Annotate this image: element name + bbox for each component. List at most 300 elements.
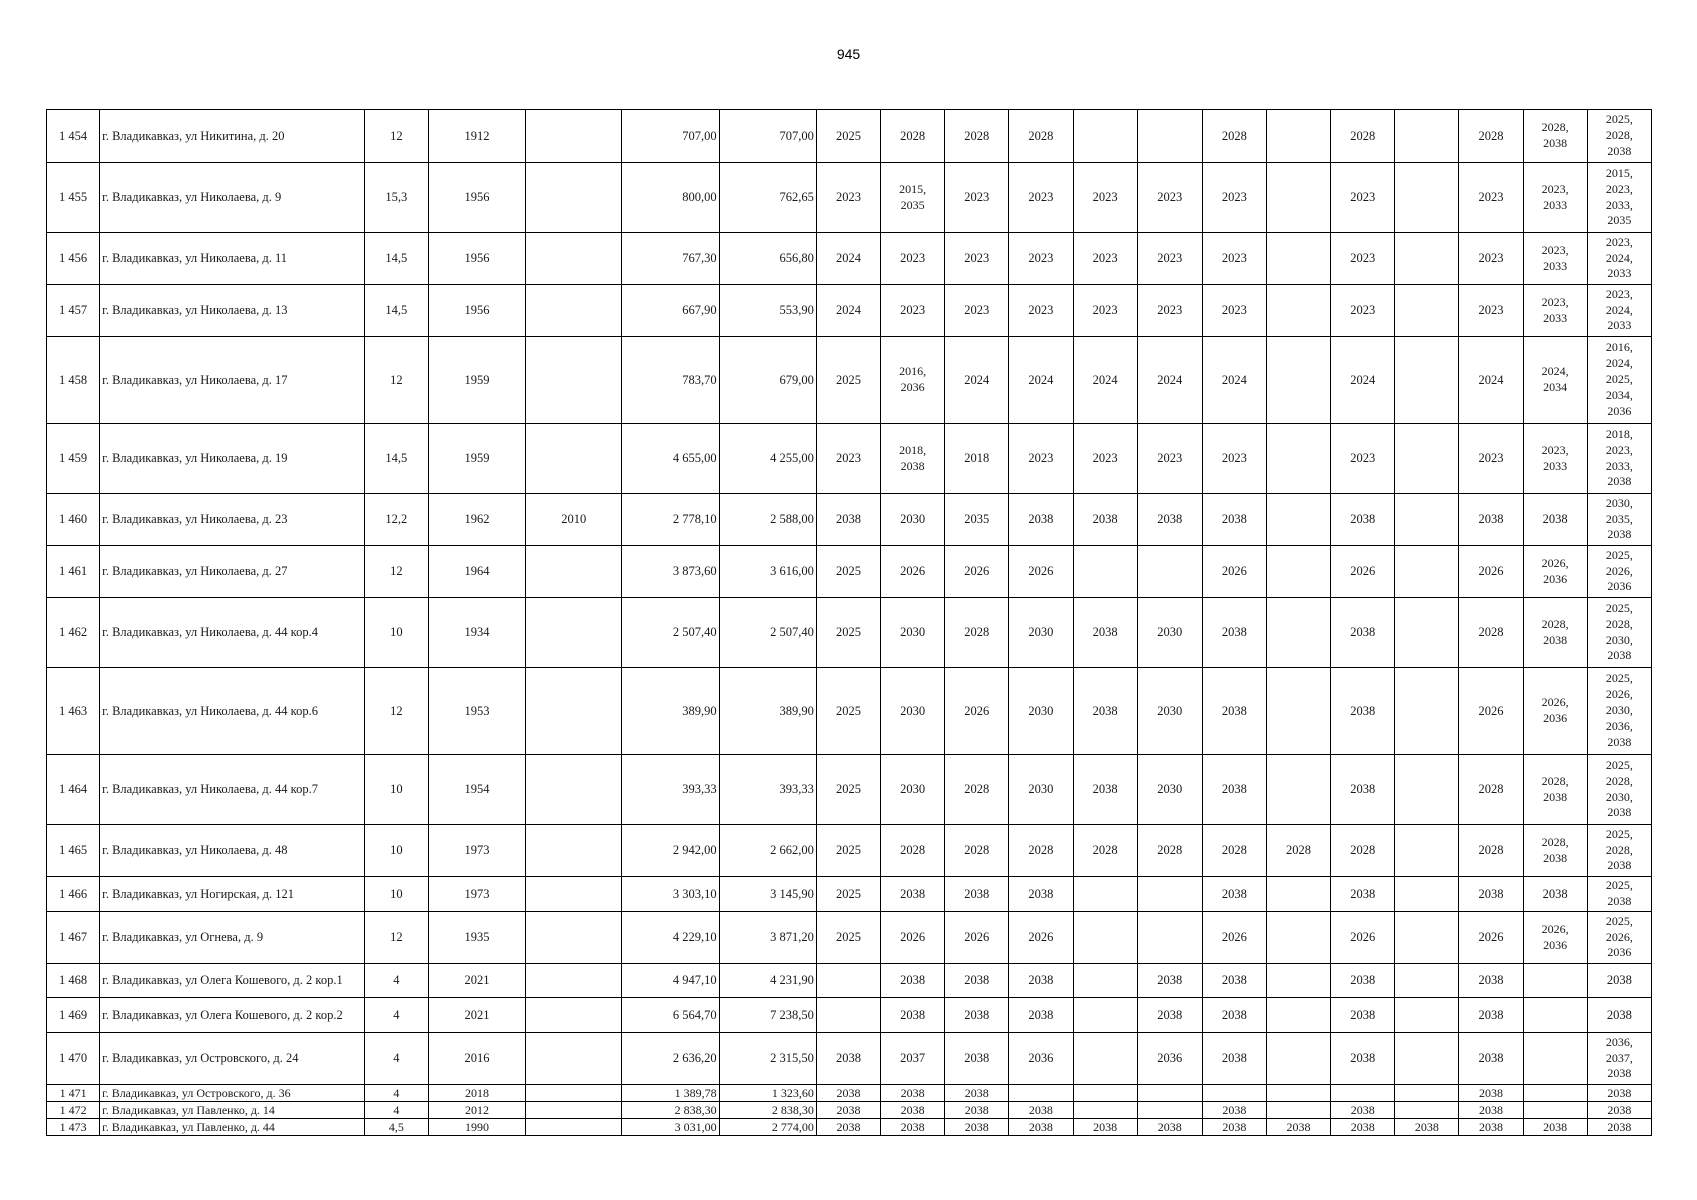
page-number: 945 [836,46,861,62]
area-living-cell: 2 662,00 [719,825,816,877]
repair-year-cell: 2023 [1137,163,1202,233]
year-built-cell: 1934 [428,598,525,668]
repair-year-cell: 2038 [816,1119,880,1136]
repair-year-cell: 2023, 2024, 2033 [1587,233,1651,285]
repair-year-cell: 2038 [881,1102,945,1119]
repair-year-cell: 2023 [816,163,880,233]
area-total-cell: 2 778,10 [622,494,719,546]
repair-year-cell: 2038 [1073,494,1137,546]
address-cell: г. Владикавказ, ул Островского, д. 36 [100,1085,365,1102]
repair-year-cell: 2024 [945,337,1009,424]
repair-year-cell: 2038 [945,998,1009,1033]
repair-year-cell: 2038 [1009,964,1073,998]
repair-year-cell: 2038 [1523,877,1587,912]
year-renovated-cell [526,337,622,424]
repair-year-cell [1009,1085,1073,1102]
repair-year-cell: 2023 [1202,163,1266,233]
area-total-cell: 4 229,10 [622,912,719,964]
repair-year-cell: 2038 [1202,964,1266,998]
repair-year-cell: 2023 [1331,424,1395,494]
repair-year-cell: 2036 [1137,1033,1202,1085]
repair-year-cell: 2026 [881,546,945,598]
floors-cell: 14,5 [364,424,428,494]
repair-year-cell: 2023 [1137,285,1202,337]
area-total-cell: 707,00 [622,110,719,163]
repair-year-cell: 2025 [816,337,880,424]
repair-year-cell: 2023 [816,424,880,494]
address-cell: г. Владикавказ, ул Николаева, д. 19 [100,424,365,494]
repair-year-cell: 2023 [1009,233,1073,285]
year-built-cell: 1956 [428,163,525,233]
repair-year-cell [1395,998,1459,1033]
repair-year-cell: 2026 [945,546,1009,598]
year-renovated-cell [526,912,622,964]
repair-year-cell: 2028 [1459,825,1523,877]
row-number: 1 473 [47,1119,100,1136]
repair-year-cell: 2038 [1331,1119,1395,1136]
address-cell: г. Владикавказ, ул Островского, д. 24 [100,1033,365,1085]
year-built-cell: 1973 [428,877,525,912]
repair-year-cell: 2026 [945,912,1009,964]
year-renovated-cell [526,1085,622,1102]
repair-year-cell [1395,668,1459,755]
repair-year-cell: 2025, 2028, 2038 [1587,825,1651,877]
repair-year-cell: 2016, 2024, 2025, 2034, 2036 [1587,337,1651,424]
repair-year-cell: 2023 [945,233,1009,285]
repair-year-cell [1395,825,1459,877]
row-number: 1 462 [47,598,100,668]
repair-year-cell: 2023, 2033 [1523,233,1587,285]
year-renovated-cell [526,546,622,598]
repair-year-cell [1073,998,1137,1033]
repair-year-cell: 2038 [1202,668,1266,755]
repair-year-cell: 2024 [1009,337,1073,424]
floors-cell: 15,3 [364,163,428,233]
repair-year-cell: 2025 [816,755,880,825]
repair-year-cell: 2023 [881,233,945,285]
repair-year-cell: 2030 [881,494,945,546]
table-row [47,877,1652,912]
area-living-cell: 2 838,30 [719,1102,816,1119]
repair-year-cell: 2023, 2033 [1523,163,1587,233]
repair-year-cell: 2026 [945,668,1009,755]
area-living-cell: 2 315,50 [719,1033,816,1085]
repair-year-cell: 2028, 2038 [1523,755,1587,825]
repair-year-cell: 2026 [1459,546,1523,598]
repair-year-cell: 2023 [1137,424,1202,494]
repair-year-cell: 2025, 2038 [1587,877,1651,912]
repair-year-cell: 2026 [1202,912,1266,964]
address-cell: г. Владикавказ, ул Николаева, д. 27 [100,546,365,598]
area-total-cell: 389,90 [622,668,719,755]
repair-year-cell: 2025, 2026, 2030, 2036, 2038 [1587,668,1651,755]
repair-year-cell: 2023 [1009,424,1073,494]
floors-cell: 14,5 [364,233,428,285]
table-row [47,1033,1652,1085]
repair-year-cell: 2028 [945,825,1009,877]
row-number: 1 469 [47,998,100,1033]
address-cell: г. Владикавказ, ул Николаева, д. 44 кор.7 [100,755,365,825]
repair-year-cell: 2026 [1202,546,1266,598]
repair-year-cell: 2026 [1331,546,1395,598]
repair-year-cell: 2036 [1009,1033,1073,1085]
repair-year-cell: 2030 [1137,755,1202,825]
repair-year-cell: 2038 [1587,964,1651,998]
repair-year-cell [1202,1085,1266,1102]
table-row [47,998,1652,1033]
floors-cell: 14,5 [364,285,428,337]
year-built-cell: 1973 [428,825,525,877]
repair-year-cell: 2038 [1009,1119,1073,1136]
year-renovated-cell [526,285,622,337]
repair-year-cell: 2038 [1459,1102,1523,1119]
row-number: 1 461 [47,546,100,598]
repair-year-cell: 2026, 2036 [1523,912,1587,964]
repair-year-cell [1395,285,1459,337]
row-number: 1 467 [47,912,100,964]
repair-year-cell: 2038 [945,1119,1009,1136]
table-row [47,110,1652,163]
area-total-cell: 4 655,00 [622,424,719,494]
repair-year-cell [1523,998,1587,1033]
repair-year-cell: 2023 [1459,285,1523,337]
repair-year-cell: 2018, 2023, 2033, 2038 [1587,424,1651,494]
floors-cell: 4 [364,1102,428,1119]
repair-year-cell: 2038 [1202,998,1266,1033]
repair-year-cell [1395,163,1459,233]
area-total-cell: 2 507,40 [622,598,719,668]
repair-year-cell: 2038 [1331,494,1395,546]
address-cell: г. Владикавказ, ул Олега Кошевого, д. 2 кор.1 [100,964,365,998]
address-cell: г. Владикавказ, ул Олега Кошевого, д. 2 кор.2 [100,998,365,1033]
repair-year-cell [1395,755,1459,825]
year-built-cell: 1956 [428,285,525,337]
row-number: 1 463 [47,668,100,755]
repair-year-cell: 2026, 2036 [1523,668,1587,755]
repair-year-cell: 2038 [1009,1102,1073,1119]
year-renovated-cell [526,755,622,825]
table-row [47,546,1652,598]
repair-year-cell: 2023, 2033 [1523,285,1587,337]
year-built-cell: 1953 [428,668,525,755]
year-built-cell: 1956 [428,233,525,285]
repair-year-cell [1395,233,1459,285]
repair-year-cell: 2023 [1073,285,1137,337]
repair-year-cell: 2023 [945,163,1009,233]
year-renovated-cell [526,668,622,755]
area-total-cell: 667,90 [622,285,719,337]
repair-year-cell: 2038 [1202,877,1266,912]
repair-year-cell: 2024 [816,285,880,337]
row-number: 1 471 [47,1085,100,1102]
repair-year-cell: 2025, 2026, 2036 [1587,912,1651,964]
repair-year-cell: 2038 [1523,494,1587,546]
repair-year-cell: 2024, 2034 [1523,337,1587,424]
floors-cell: 4 [364,964,428,998]
floors-cell: 12 [364,912,428,964]
repair-year-cell [816,998,880,1033]
row-number: 1 464 [47,755,100,825]
repair-year-cell [1266,233,1330,285]
table-row [47,825,1652,877]
area-total-cell: 2 942,00 [622,825,719,877]
floors-cell: 10 [364,755,428,825]
repair-year-cell: 2038 [945,1085,1009,1102]
row-number: 1 457 [47,285,100,337]
repair-year-cell: 2024 [1137,337,1202,424]
repair-year-cell [1266,285,1330,337]
repair-year-cell: 2025 [816,110,880,163]
floors-cell: 4 [364,1085,428,1102]
repair-year-cell [1073,912,1137,964]
repair-year-cell: 2026 [1009,546,1073,598]
repair-year-cell: 2036, 2037, 2038 [1587,1033,1651,1085]
area-living-cell: 2 588,00 [719,494,816,546]
area-total-cell: 800,00 [622,163,719,233]
repair-year-cell [1523,1033,1587,1085]
area-total-cell: 2 636,20 [622,1033,719,1085]
repair-year-cell: 2038 [1137,998,1202,1033]
year-built-cell: 1959 [428,337,525,424]
repair-year-cell [1137,912,1202,964]
repair-year-cell: 2023, 2024, 2033 [1587,285,1651,337]
year-renovated-cell [526,877,622,912]
table-row [47,424,1652,494]
repair-year-cell: 2023 [1073,163,1137,233]
repair-year-cell: 2038 [1266,1119,1330,1136]
repair-year-cell: 2023 [1202,233,1266,285]
repair-year-cell: 2038 [1202,1033,1266,1085]
repair-year-cell: 2030 [1137,668,1202,755]
repair-year-cell [1266,546,1330,598]
repair-year-cell: 2016, 2036 [881,337,945,424]
repair-year-cell: 2024 [816,233,880,285]
area-total-cell: 4 947,10 [622,964,719,998]
floors-cell: 10 [364,598,428,668]
table-row [47,1119,1652,1136]
repair-year-cell: 2023 [1459,424,1523,494]
repair-year-cell: 2024 [1459,337,1523,424]
year-built-cell: 1964 [428,546,525,598]
area-total-cell: 3 303,10 [622,877,719,912]
floors-cell: 12 [364,337,428,424]
repair-year-cell [1266,598,1330,668]
repair-year-cell: 2028 [1137,825,1202,877]
floors-cell: 4 [364,998,428,1033]
repair-year-cell: 2028 [1459,755,1523,825]
repair-year-cell: 2038 [1009,877,1073,912]
repair-year-cell [1266,912,1330,964]
repair-year-cell: 2038 [1202,1102,1266,1119]
repair-year-cell: 2038 [1137,964,1202,998]
table-row [47,285,1652,337]
repair-year-cell: 2038 [816,494,880,546]
repair-year-cell: 2028 [1009,825,1073,877]
repair-year-cell: 2038 [1202,1119,1266,1136]
repair-year-cell: 2023 [1459,163,1523,233]
repair-year-cell [1395,1102,1459,1119]
area-living-cell: 707,00 [719,110,816,163]
repair-year-cell: 2023 [1331,233,1395,285]
repair-year-cell [1266,110,1330,163]
area-living-cell: 3 145,90 [719,877,816,912]
address-cell: г. Владикавказ, ул Николаева, д. 13 [100,285,365,337]
table-row [47,964,1652,998]
repair-year-cell: 2038 [1459,964,1523,998]
repair-year-cell: 2026 [881,912,945,964]
table-row [47,1102,1652,1119]
area-total-cell: 1 389,78 [622,1085,719,1102]
year-built-cell: 2021 [428,998,525,1033]
table-row [47,337,1652,424]
row-number: 1 459 [47,424,100,494]
repair-year-cell: 2038 [945,1033,1009,1085]
floors-cell: 10 [364,877,428,912]
register-body [47,110,1652,1136]
repair-year-cell: 2018, 2038 [881,424,945,494]
row-number: 1 458 [47,337,100,424]
address-cell: г. Владикавказ, ул Николаева, д. 48 [100,825,365,877]
year-renovated-cell [526,424,622,494]
address-cell: г. Владикавказ, ул Николаева, д. 9 [100,163,365,233]
repair-year-cell: 2028 [1331,825,1395,877]
row-number: 1 470 [47,1033,100,1085]
repair-year-cell: 2038 [1587,998,1651,1033]
area-living-cell: 2 507,40 [719,598,816,668]
repair-year-cell: 2038 [1137,1119,1202,1136]
area-total-cell: 2 838,30 [622,1102,719,1119]
repair-year-cell: 2038 [1331,998,1395,1033]
row-number: 1 466 [47,877,100,912]
year-renovated-cell [526,110,622,163]
repair-year-cell: 2023 [881,285,945,337]
year-renovated-cell [526,1102,622,1119]
repair-year-cell: 2023 [1459,233,1523,285]
repair-year-cell: 2038 [1331,598,1395,668]
repair-year-cell: 2023 [945,285,1009,337]
floors-cell: 4,5 [364,1119,428,1136]
repair-year-cell: 2025, 2028, 2030, 2038 [1587,755,1651,825]
repair-year-cell [1266,668,1330,755]
repair-year-cell: 2038 [1459,877,1523,912]
repair-year-cell: 2038 [1587,1085,1651,1102]
repair-year-cell: 2038 [1587,1119,1651,1136]
repair-year-cell: 2025 [816,825,880,877]
area-living-cell: 4 255,00 [719,424,816,494]
repair-year-cell: 2038 [1073,598,1137,668]
repair-year-cell [1523,1085,1587,1102]
address-cell: г. Владикавказ, ул Николаева, д. 11 [100,233,365,285]
repair-year-cell: 2038 [881,1085,945,1102]
repair-year-cell [1137,1085,1202,1102]
repair-year-cell: 2018 [945,424,1009,494]
repair-year-cell [1266,424,1330,494]
repair-year-cell: 2028 [1459,598,1523,668]
year-built-cell: 2016 [428,1033,525,1085]
repair-year-cell: 2028 [1073,825,1137,877]
address-cell: г. Владикавказ, ул Павленко, д. 44 [100,1119,365,1136]
repair-year-cell: 2025 [816,546,880,598]
year-built-cell: 1990 [428,1119,525,1136]
address-cell: г. Владикавказ, ул Павленко, д. 14 [100,1102,365,1119]
repair-year-cell: 2030 [1137,598,1202,668]
repair-year-cell: 2038 [1395,1119,1459,1136]
area-living-cell: 389,90 [719,668,816,755]
row-number: 1 468 [47,964,100,998]
repair-year-cell: 2028 [945,110,1009,163]
year-built-cell: 2012 [428,1102,525,1119]
year-built-cell: 2021 [428,964,525,998]
table-row [47,233,1652,285]
area-living-cell: 3 616,00 [719,546,816,598]
repair-year-cell: 2023 [1202,285,1266,337]
year-built-cell: 1954 [428,755,525,825]
repair-year-cell: 2023 [1073,424,1137,494]
repair-year-cell: 2025, 2028, 2038 [1587,110,1651,163]
repair-year-cell: 2028 [945,598,1009,668]
repair-year-cell: 2030 [1009,598,1073,668]
address-cell: г. Владикавказ, ул Николаева, д. 44 кор.6 [100,668,365,755]
repair-year-cell: 2038 [881,1119,945,1136]
repair-year-cell: 2038 [1523,1119,1587,1136]
area-total-cell: 6 564,70 [622,998,719,1033]
repair-year-cell: 2023 [1331,163,1395,233]
area-total-cell: 393,33 [622,755,719,825]
floors-cell: 12 [364,546,428,598]
year-renovated-cell [526,163,622,233]
floors-cell: 10 [364,825,428,877]
address-cell: г. Владикавказ, ул Николаева, д. 23 [100,494,365,546]
repair-year-cell: 2038 [1202,598,1266,668]
repair-year-cell: 2038 [816,1085,880,1102]
repair-year-cell: 2023 [1202,424,1266,494]
row-number: 1 465 [47,825,100,877]
repair-year-cell: 2030, 2035, 2038 [1587,494,1651,546]
repair-year-cell: 2038 [1459,494,1523,546]
table-row [47,163,1652,233]
repair-year-cell: 2024 [1331,337,1395,424]
repair-year-cell: 2028 [881,825,945,877]
repair-year-cell: 2038 [1587,1102,1651,1119]
repair-year-cell: 2038 [1331,964,1395,998]
row-number: 1 456 [47,233,100,285]
repair-year-cell: 2023 [1331,285,1395,337]
repair-year-cell: 2026 [1009,912,1073,964]
repair-year-cell: 2038 [1073,755,1137,825]
table-row [47,494,1652,546]
repair-year-cell: 2023, 2033 [1523,424,1587,494]
floors-cell: 12 [364,668,428,755]
repair-year-cell [1395,110,1459,163]
repair-year-cell [1266,755,1330,825]
repair-year-cell [1523,964,1587,998]
repair-year-cell: 2026 [1331,912,1395,964]
table-row [47,598,1652,668]
address-cell: г. Владикавказ, ул Ногирская, д. 121 [100,877,365,912]
repair-year-cell: 2038 [881,998,945,1033]
area-living-cell: 762,65 [719,163,816,233]
area-living-cell: 553,90 [719,285,816,337]
repair-year-cell: 2038 [1202,755,1266,825]
table-row [47,1085,1652,1102]
area-living-cell: 3 871,20 [719,912,816,964]
repair-year-cell [1395,424,1459,494]
repair-year-cell [1266,337,1330,424]
repair-year-cell: 2025 [816,668,880,755]
repair-year-cell [1266,494,1330,546]
repair-year-cell: 2030 [881,755,945,825]
repair-year-cell: 2038 [816,1102,880,1119]
